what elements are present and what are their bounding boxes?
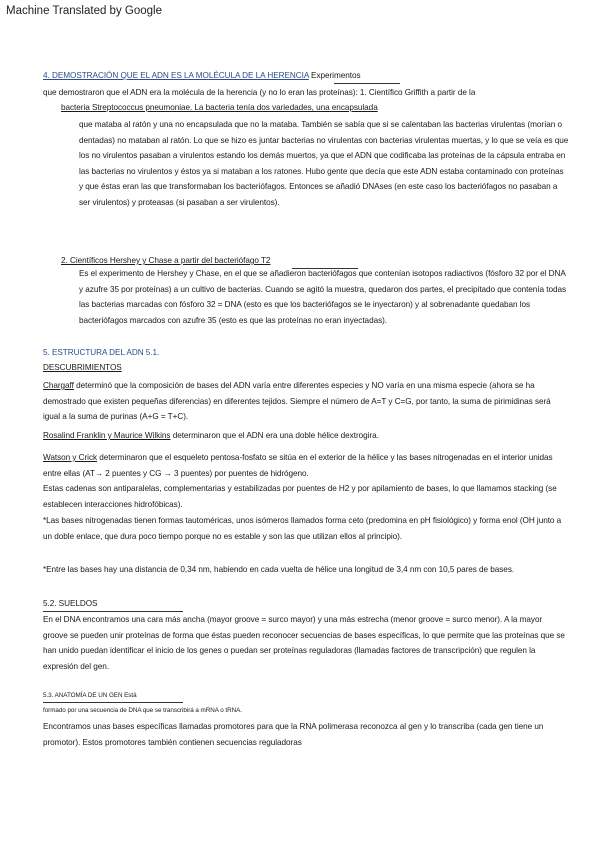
section-5-3-text: Encontramos unas bases específicas llamadas promotores para que la RNA polimerasa reconozca al gen y lo transcriba (cada gen tiene un promotor). Estos promotores también contienen secuencias reguladoras [43, 722, 544, 747]
section-5-2-heading: 5.2. SUELDOS [43, 599, 98, 608]
griffith-bacteria-line: bacteria Streptococcus pneumoniae. La bacteria tenía dos variedades, una encapsulada [61, 103, 378, 112]
tautomer-note: *Las bases nitrogenadas tienen formas tautoméricas, unos isómeros llamados forma ceto (predomina en pH fisiológico) y forma enol (OH junto a un doble enlace, que dura poco tiempo porque no es estable y son las que utilizan ellos al principio). [43, 516, 562, 541]
watson-crick-name: Watson y Crick [43, 453, 98, 462]
section-5-3-subtext: formado por una secuencia de DNA que se transcribirá a mRNA o tRNA. [43, 707, 242, 714]
chargaff-name: Chargaff [43, 381, 74, 390]
section-5-3-heading: 5.3. ANATOMÍA DE UN GEN Está [43, 692, 137, 699]
franklin-text: determinaron que el ADN era una doble hélice dextrogira. [170, 431, 379, 440]
section-4-heading: 4. DEMOSTRACIÓN QUE EL ADN ES LA MOLÉCULA DE LA HERENCIA [43, 71, 309, 80]
hershey-chase-text: Es el experimento de Hershey y Chase, en el que se añadieron bacteriófagos que contenían isotopos radiactivos (fósforo 32 por el DNA y azufre 35 por proteínas) a un cultivo de bacterias. Cuando se agitó la muestra, quedaron dos partes, el precipitado que contenía todas las bacterias marcadas con fósforo 32 = DNA (esto es que los bacteriófagos se le inyectaron) y al sobrenadante quedaban los bacteriófagos marcados con azufre 35 (esto es que las proteínas no eran inyectadas). [79, 269, 567, 325]
distance-note: *Entre las bases hay una distancia de 0,34 nm, habiendo en cada vuelta de hélice una longitud de 3,4 nm con 10,5 pares de bases. [43, 565, 515, 574]
section-5-2-text: En el DNA encontramos una cara más ancha (mayor groove = surco mayor) y una más estrecha (menor groove = surco menor). A la mayor groove se pueden unir proteínas de forma que éstas pueden reconocer secuencias de bases específicas, lo que permite que las proteínas que se han unido puedan identificar el inicio de los genes o puedan ser proteínas reguladoras (llamadas factores de transcripción) que regulen la expresión del gen. [43, 615, 565, 671]
discoveries-subheading: DESCUBRIMIENTOS [43, 363, 122, 372]
section-4-intro: que demostraron que el ADN era la molécula de la herencia (y no lo eran las proteínas): 1. Científico Griffith a partir de la [43, 88, 476, 97]
franklin-name: Rosalind Franklin y Maurice Wilkins [43, 431, 171, 440]
section-4-heading-tail: Experimentos [308, 71, 361, 80]
antiparallel-paragraph: Estas cadenas son antiparalelas, complementarias y estabilizadas por puentes de H2 y por apilamiento de bases, lo que llamamos stacking (se establecen interacciones hidrofóbicas). [43, 484, 557, 509]
watson-crick-paragraph [43, 450, 568, 481]
chargaff-text: determinó que la composición de bases del ADN varía entre diferentes especies y NO varía en una misma especie (ahora se ha demostrado que existen pequeñas diferencias) en diferentes tejidos. Siempre el número de A=T y C=G, por tanto, la suma de pirimidinas será igual a la suma de purinas (A+G = T+C). [43, 381, 551, 421]
machine-translation-banner: Machine Translated by Google [6, 5, 162, 17]
heading-rule [334, 83, 400, 84]
franklin-paragraph [43, 428, 568, 444]
chargaff-paragraph [43, 378, 568, 425]
section-4-heading-line [43, 68, 563, 84]
hershey-chase-heading: 2. Científicos Hershey y Chase a partir del bacteriófago T2 [61, 256, 271, 265]
griffith-experiment-text: que mataba al ratón y una no encapsulada que no la mataba. También se sabía que si se calentaban las bacterias virulentas (morían o dentadas) no mataban al ratón. Lo que se hizo es juntar bacterias no virulentas con bacterias virulentas muertas, y lo que se veía es que los no virulentos pasaban a virulentos estando los demás muertos, ya que el ADN que codificaba las proteínas de la cápsula entraba en las bacterias no virulentos y éstos ya si mataban a los ratones. Hubo gente que decía que este ADN estaba contaminado con proteínas y que éstas eran las que transformaban los bacteriófagos. Entonces se añadió DNAses (en este caso los bacteriófagos no pasaban a ser virulentos) y proteasas (si pasaban a ser virulentos). [79, 120, 569, 207]
watson-crick-text: determinaron que el esqueleto pentosa-fosfato se sitúa en el exterior de la hélice y las bases nitrogenadas en el interior unidas entre ellas (AT→ 2 puentes y CG → 3 puentes) por puentes de hidrógeno. [43, 453, 553, 478]
section-5-heading: 5. ESTRUCTURA DEL ADN 5.1. [43, 348, 160, 357]
